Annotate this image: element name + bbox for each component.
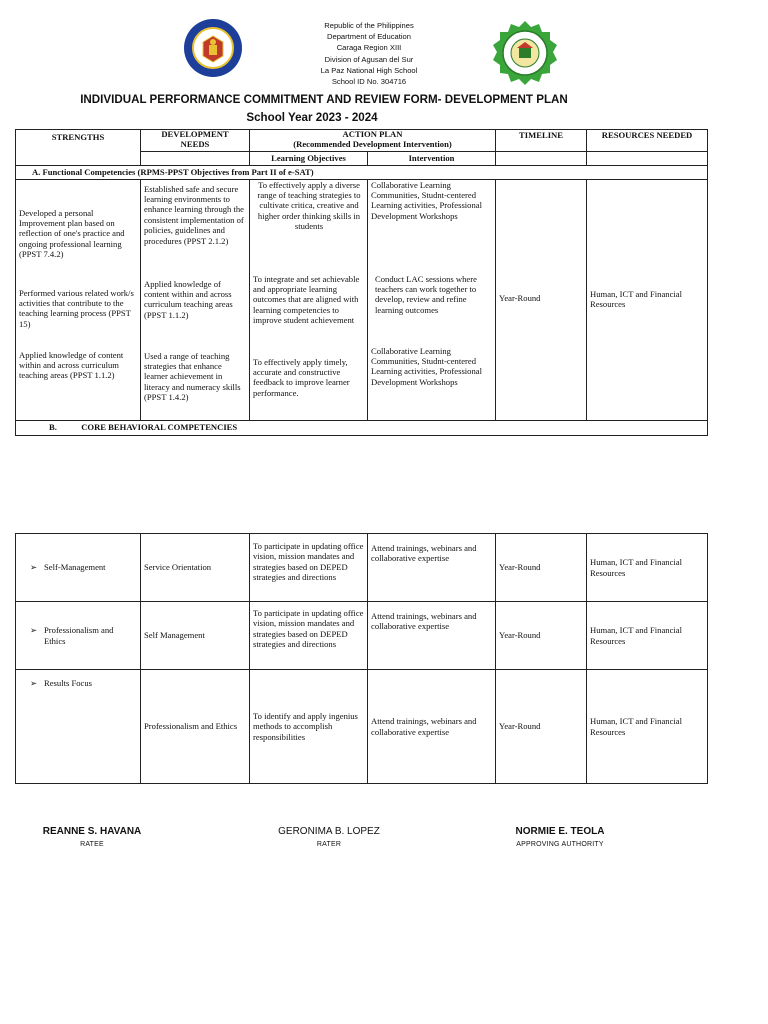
signature-rater — [254, 826, 404, 848]
subheader-blank-resources — [587, 152, 708, 165]
letterhead — [250, 20, 488, 87]
core-behavioral-table — [15, 533, 708, 784]
section-b-letter: B. — [49, 421, 57, 432]
table-row — [16, 602, 708, 670]
cbc-strength-2 — [16, 602, 141, 670]
signature-approving-authority — [490, 826, 630, 848]
cbc-need-2: Self Management — [141, 602, 250, 670]
header-line-school-id: School ID No. 304716 — [331, 77, 407, 87]
header-action-plan — [250, 130, 496, 152]
cbc-intervention-3: Attend trainings, webinars and collaborative expertise — [368, 670, 496, 784]
dev-need-item-1: Established safe and secure learning environments to enhance learning through the consistent implementation of policies, guidelines and procedures (PPST 2.1.2) — [144, 183, 244, 246]
rater-name: GERONIMA B. LOPEZ — [278, 826, 380, 837]
cbc-strength-text: Professionalism and Ethics — [44, 625, 114, 646]
header-action-plan-line1: ACTION PLAN — [342, 129, 403, 139]
school-year: School Year 2023 - 2024 — [246, 111, 378, 124]
timeline-cell — [496, 179, 587, 420]
cbc-strength-3 — [16, 670, 141, 784]
dev-needs-cell — [141, 179, 250, 420]
resources-value: Human, ICT and Financial Resources — [590, 288, 682, 309]
header-line-region: Caraga Region XIII — [336, 43, 402, 53]
dev-need-item-2: Applied knowledge of content within and across curriculum teaching areas (PPST 1.1.2) — [144, 278, 233, 320]
header-intervention: Intervention — [368, 152, 496, 165]
cbc-timeline-2: Year-Round — [496, 602, 587, 670]
intervention-item-1: Collaborative Learning Communities, Studnt-centered Learning activities, Professional Development Workshops — [371, 179, 482, 221]
section-b-label — [16, 420, 708, 435]
objective-item-2: To integrate and set achievable and appropriate learning outcomes that are aligned with learning competencies to improve student achievement — [253, 273, 360, 326]
cbc-resources-3: Human, ICT and Financial Resources — [587, 670, 708, 784]
resources-cell — [587, 179, 708, 420]
header-resources: RESOURCES NEEDED — [587, 130, 708, 152]
header-line-republic: Republic of the Philippines — [324, 21, 414, 30]
section-a-label — [16, 165, 708, 179]
school-seal-logo — [490, 20, 560, 91]
cbc-strength-text: Results Focus — [44, 678, 92, 688]
table-row — [16, 534, 708, 602]
cbc-objective-2: To participate in updating office vision, mission mandates and strategies based on DEPED strategies and directions — [250, 602, 368, 670]
dev-need-item-3: Used a range of teaching strategies that enhance learner achievement in literacy and numeracy skills (PPST 1.4.2) — [144, 350, 241, 403]
header-action-plan-line2: (Recommended Development Intervention) — [293, 138, 452, 149]
subheader-blank — [141, 152, 250, 165]
cbc-strength-1 — [16, 534, 141, 602]
strength-item-2: Performed various related work/s activities that contribute to the teaching learning process (PPST 15) — [19, 287, 134, 329]
header-dev-needs-line1: DEVELOPMENT — [161, 129, 229, 139]
intervention-item-3: Collaborative Learning Communities, Studnt-centered Learning activities, Professional Development Workshops — [371, 345, 482, 387]
cbc-resources-2: Human, ICT and Financial Resources — [587, 602, 708, 670]
deped-seal-logo — [183, 18, 243, 83]
section-b-text: CORE BEHAVIORAL COMPETENCIES — [81, 421, 238, 432]
cbc-objective-3: To identify and apply ingenius methods to accomplish responsibilities — [250, 670, 368, 784]
section-a-text: A. Functional Competencies (RPMS-PPST Objectives from Part II of e-SAT) — [32, 166, 314, 177]
strength-item-1: Developed a personal Improvement plan based on reflection of one's practice and ongoing professional learning (PPST 7.4.2) — [19, 207, 125, 260]
ratee-name: REANNE S. HAVANA — [42, 826, 142, 837]
rater-role: RATER — [316, 841, 342, 848]
header-dev-needs-line2: NEEDS — [180, 138, 210, 149]
header-development-needs — [141, 130, 250, 152]
timeline-value: Year-Round — [499, 292, 541, 303]
approver-role: APPROVING AUTHORITY — [516, 841, 604, 848]
strengths-cell — [16, 179, 141, 420]
cbc-timeline-3: Year-Round — [496, 670, 587, 784]
header-learning-objectives: Learning Objectives — [250, 152, 368, 165]
objectives-cell — [250, 179, 368, 420]
objective-item-3: To effectively apply timely, accurate and constructive feedback to improve learner performance. — [253, 356, 350, 398]
header-line-school: La Paz National High School — [320, 65, 418, 75]
form-title: INDIVIDUAL PERFORMANCE COMMITMENT AND REVIEW FORM- DEVELOPMENT PLAN — [80, 93, 568, 106]
cbc-intervention-1: Attend trainings, webinars and collaborative expertise — [368, 534, 496, 602]
subheader-blank-timeline — [496, 152, 587, 165]
cbc-strength-text: Self-Management — [44, 562, 106, 573]
cbc-objective-1: To participate in updating office vision, mission mandates and strategies based on DEPED strategies and directions — [250, 534, 368, 602]
header-strengths: STRENGTHS — [16, 130, 141, 166]
bullet-arrow-icon: ➢ — [30, 625, 38, 636]
header-line-department: Department of Education — [326, 32, 411, 42]
header-line-division: Division of Agusan del Sur — [324, 54, 414, 64]
header-timeline: TIMELINE — [496, 130, 587, 152]
cbc-intervention-2: Attend trainings, webinars and collaborative expertise — [368, 602, 496, 670]
bullet-arrow-icon: ➢ — [30, 562, 38, 573]
strength-item-3: Applied knowledge of content within and across curriculum teaching areas (PPST 1.1.2) — [19, 349, 124, 381]
objective-item-1: To effectively apply a diverse range of teaching strategies to cultivate critica, creative and higher order thinking skills in students — [257, 179, 361, 232]
interventions-cell — [368, 179, 496, 420]
cbc-need-3: Professionalism and Ethics — [141, 670, 250, 784]
intervention-item-2: Conduct LAC sessions where teachers can work together to develop, review and refine learning outcomes — [375, 273, 477, 315]
functional-competencies-table — [15, 129, 708, 436]
ratee-role: RATEE — [80, 841, 104, 848]
approver-name: NORMIE E. TEOLA — [515, 826, 605, 837]
bullet-arrow-icon: ➢ — [30, 678, 38, 688]
table-row — [16, 670, 708, 784]
signature-ratee — [22, 826, 162, 848]
cbc-resources-1: Human, ICT and Financial Resources — [587, 534, 708, 602]
cbc-timeline-1: Year-Round — [496, 534, 587, 602]
cbc-need-1: Service Orientation — [141, 534, 250, 602]
